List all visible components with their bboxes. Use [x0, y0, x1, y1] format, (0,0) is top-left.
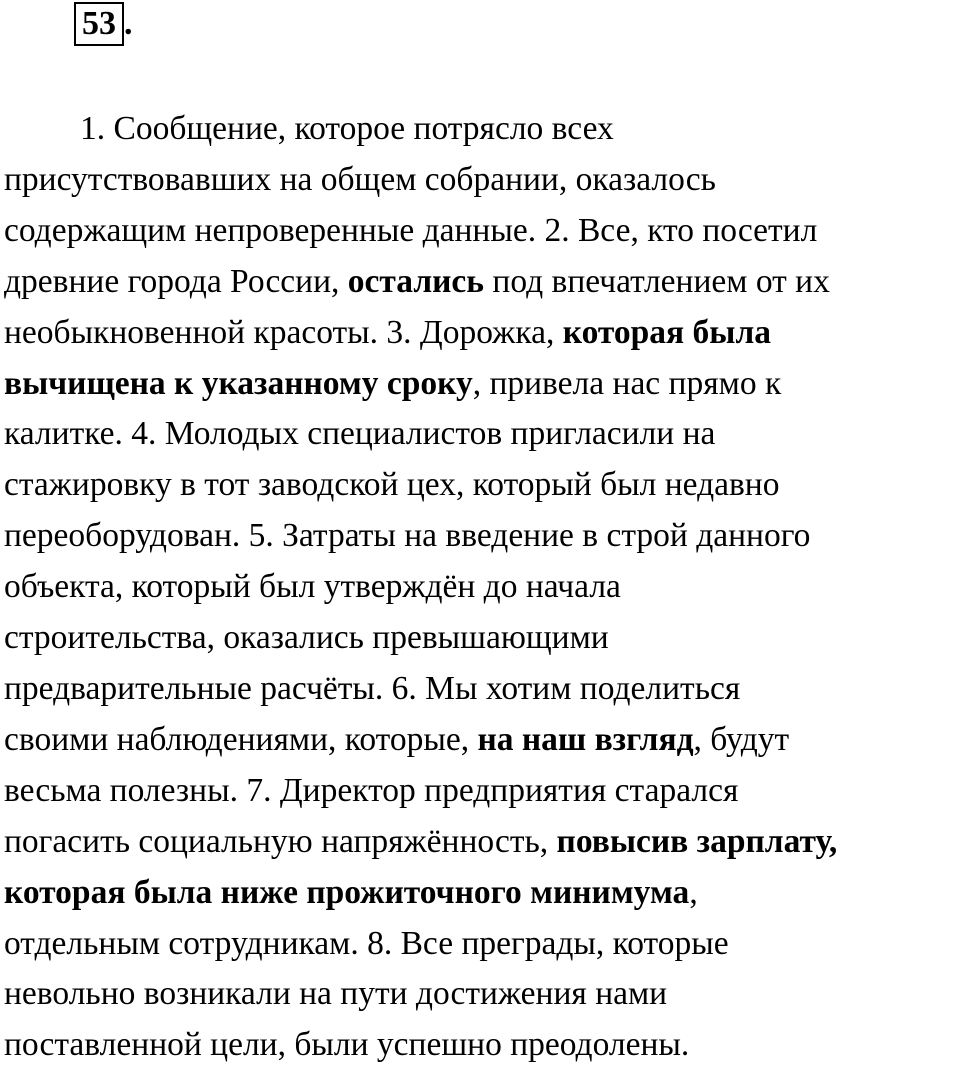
text-line — [4, 919, 959, 970]
text-segment: поставленной цели, были успешно преодолены. — [4, 1026, 690, 1064]
text-segment: отдельным сотрудникам. 8. Все преграды, которые — [4, 924, 729, 962]
exercise-number-box: 53 — [74, 2, 124, 46]
text-segment: под впечатлением от их — [484, 262, 830, 300]
text-segment: содержащим непроверенные данные. 2. Все, кто посетил — [4, 211, 818, 249]
text-line — [4, 613, 959, 664]
text-line — [4, 715, 959, 766]
bold-segment: остались — [347, 262, 485, 300]
text-segment: , — [689, 873, 698, 911]
text-segment: присутствовавших на общем собрании, оказалось — [4, 160, 716, 198]
text-line — [4, 460, 959, 511]
bold-segment: повысив зарплату, — [556, 822, 838, 860]
text-segment: переоборудован. 5. Затраты на введение в строй данного — [4, 517, 811, 555]
bold-segment: вычищена к указанному сроку — [4, 364, 473, 402]
text-segment: необыкновенной красоты. 3. Дорожка, — [4, 313, 563, 351]
text-line — [4, 257, 959, 308]
bold-segment: на наш взгляд — [477, 720, 694, 758]
text-line — [4, 308, 959, 359]
text-segment: объекта, который был утверждён до начала — [4, 568, 621, 606]
text-line — [4, 155, 959, 206]
text-segment: предварительные расчёты. 6. Мы хотим поделиться — [4, 669, 741, 707]
text-segment: , будут — [693, 720, 790, 758]
text-segment: весьма полезны. 7. Директор предприятия старался — [4, 771, 739, 809]
text-segment: невольно возникали на пути достижения нами — [4, 975, 668, 1013]
text-segment: погасить социальную напряжённость, — [4, 822, 557, 860]
text-line — [4, 664, 959, 715]
text-line — [4, 359, 959, 410]
text-line — [4, 817, 959, 868]
exercise-text — [4, 104, 959, 1071]
text-line — [4, 206, 959, 257]
text-line — [4, 409, 959, 460]
exercise-number-dot: . — [124, 5, 133, 42]
text-line — [4, 104, 959, 155]
text-segment: своими наблюдениями, которые, — [4, 720, 478, 758]
text-line — [4, 562, 959, 613]
text-line — [4, 766, 959, 817]
text-line — [4, 969, 959, 1020]
bold-segment: которая была ниже прожиточного минимума — [4, 873, 690, 911]
text-segment: , привела нас прямо к — [472, 364, 782, 402]
text-segment: 1. Сообщение, которое потрясло всех — [80, 110, 614, 147]
bold-segment: которая была — [562, 313, 771, 351]
text-line — [4, 868, 959, 919]
text-segment: древние города России, — [4, 262, 348, 300]
text-line — [4, 511, 959, 562]
text-segment: стажировку в тот заводской цех, который был недавно — [4, 466, 780, 504]
text-line — [4, 1020, 959, 1071]
exercise-number — [74, 2, 133, 46]
text-segment: калитке. 4. Молодых специалистов пригласили на — [4, 415, 716, 453]
text-segment: строительства, оказались превышающими — [4, 619, 609, 657]
